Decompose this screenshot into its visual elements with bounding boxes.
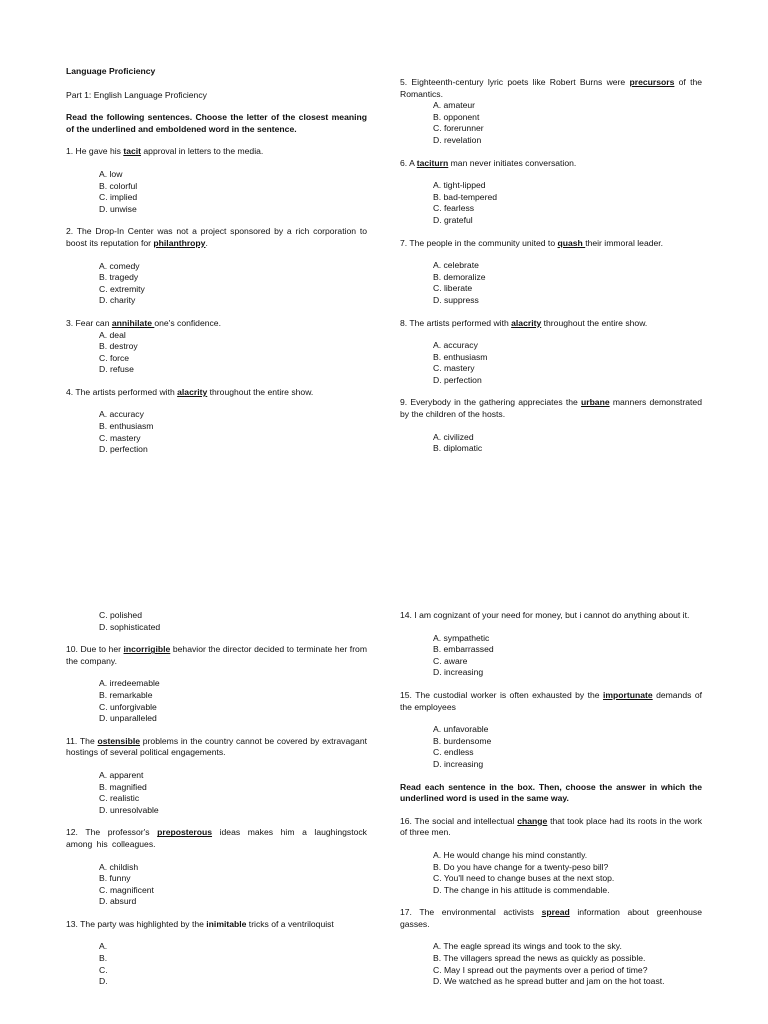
option[interactable]: D. perfection — [99, 444, 148, 455]
question-15: 15. The custodial worker is often exhausted by the importunate demands of the employees A. unfavorable B. burdensome C. endless D. increasing — [400, 689, 702, 769]
question-6: 6. A taciturn man never initiates conversation. A. tight-lipped B. bad-tempered C. fearless D. grateful — [400, 158, 702, 227]
option[interactable]: B. funny — [99, 873, 131, 884]
target-word: annihilate — [111, 317, 155, 328]
option[interactable]: C. realistic — [99, 793, 140, 804]
option[interactable]: D. We watched as he spread butter and jam on the hot toast. — [433, 976, 665, 987]
target-word: ostensible — [97, 735, 141, 746]
option[interactable]: D. The change in his attitude is commendable. — [433, 884, 610, 895]
instructions: Read the following sentences. Choose the letter of the closest meaning of the underlined and emboldened word in the sentence. — [66, 112, 367, 134]
option[interactable]: A. He would change his mind constantly. — [433, 849, 588, 860]
option[interactable]: B. destroy — [99, 341, 138, 352]
option[interactable]: A. — [99, 941, 108, 952]
option[interactable]: B. enthusiasm — [433, 351, 488, 362]
option[interactable]: C. — [99, 964, 108, 975]
option[interactable]: A. accuracy — [99, 409, 144, 420]
option[interactable]: D. grateful — [433, 214, 473, 225]
question-11: 11. The ostensible problems in the country cannot be covered by extravagant hostings of several political engagements. A. apparent B. magnified C. realistic D. unresolvable — [66, 735, 367, 815]
option[interactable]: C. mastery — [433, 363, 475, 374]
option[interactable]: C. liberate — [433, 283, 473, 294]
option[interactable]: A. comedy — [99, 260, 140, 271]
option[interactable]: B. enthusiasm — [99, 421, 154, 432]
option[interactable]: D. unresolvable — [99, 804, 159, 815]
target-word: quash — [557, 237, 586, 248]
question-1: 1. He gave his tacit approval in letters to the media. A. low B. colorful C. implied D. unwise — [66, 146, 367, 215]
question-3: 3. Fear can annihilate one's confidence. A. deal B. destroy C. force D. refuse — [66, 318, 367, 376]
question-10: 10. Due to her incorrigible behavior the director decided to terminate her from the company. A. irredeemable B. remarkable C. unforgivable D. unparalleled — [66, 644, 367, 724]
option[interactable]: D. charity — [99, 295, 136, 306]
option[interactable]: A. irredeemable — [99, 678, 160, 689]
question-7: 7. The people in the community united to quash their immoral leader. A. celebrate B. demoralize C. liberate D. suppress — [400, 238, 702, 307]
option[interactable]: C. extremity — [99, 283, 145, 294]
option[interactable]: B. magnified — [99, 781, 147, 792]
target-word: spread — [541, 907, 570, 918]
option[interactable]: C. force — [99, 352, 130, 363]
target-word: tacit — [123, 146, 141, 157]
option[interactable]: A. celebrate — [433, 260, 479, 271]
option[interactable]: B. remarkable — [99, 689, 153, 700]
option[interactable]: D. increasing — [433, 758, 484, 769]
target-word: taciturn — [416, 157, 449, 168]
option[interactable]: C. magnificent — [99, 884, 154, 895]
target-word: urbane — [580, 397, 610, 408]
option[interactable]: C. polished — [99, 610, 142, 620]
option[interactable]: D. — [99, 976, 108, 987]
question-5: 5. Eighteenth-century lyric poets like Robert Burns were precursors of the Romantics. A. amateur B. opponent C. forerunner D. revelation — [400, 77, 703, 145]
question-17: 17. The environmental activists spread information about greenhouse gasses. A. The eagle spread its wings and took to the sky. B. The villagers spread the news as quickly as possible. C. May I spread out the payments over a period of time? D. We watched as he spread butter and jam on the hot toast. — [400, 907, 702, 987]
target-word: alacrity — [177, 386, 208, 397]
option[interactable]: A. amateur — [433, 100, 476, 111]
target-word: preposterous — [157, 827, 213, 838]
option[interactable]: B. burdensome — [433, 735, 492, 746]
question-8: 8. The artists performed with alacrity throughout the entire show. A. accuracy B. enthusiasm C. mastery D. perfection — [400, 318, 702, 387]
part-heading: Part 1: English Language Proficiency — [66, 89, 207, 100]
option[interactable]: B. colorful — [99, 180, 138, 191]
option[interactable]: C. forerunner — [433, 123, 484, 134]
option[interactable]: A. childish — [99, 861, 139, 872]
option[interactable]: A. civilized — [433, 431, 474, 442]
option[interactable]: D. suppress — [433, 294, 479, 305]
option[interactable]: C. unforgivable — [99, 701, 157, 712]
option[interactable]: B. opponent — [433, 111, 480, 122]
option[interactable]: B. tragedy — [99, 272, 139, 283]
target-word: alacrity — [511, 317, 542, 328]
option[interactable]: B. diplomatic — [433, 443, 483, 454]
question-14: 14. I am cognizant of your need for money, but i cannot do anything about it. A. sympathetic B. embarrassed C. aware D. increasing — [400, 610, 702, 679]
option[interactable]: D. perfection — [433, 374, 482, 385]
option[interactable]: B. bad-tempered — [433, 191, 498, 202]
option[interactable]: A. low — [99, 168, 123, 179]
option[interactable]: D. unparalleled — [99, 713, 157, 724]
option[interactable]: A. unfavorable — [433, 724, 489, 735]
option[interactable]: D. revelation — [433, 134, 482, 145]
option[interactable]: A. The eagle spread its wings and took to the sky. — [433, 941, 622, 952]
question-2: 2. The Drop-In Center was not a project sponsored by a rich corporation to boost its reputation for philanthropy. A. comedy B. tragedy C. extremity D. charity — [66, 226, 367, 306]
option[interactable]: C. mastery — [99, 432, 141, 443]
option[interactable]: C. endless — [433, 747, 474, 758]
option[interactable]: B. — [99, 953, 108, 964]
option[interactable]: C. fearless — [433, 203, 475, 214]
target-word: importunate — [603, 689, 653, 700]
option[interactable]: B. Do you have change for a twenty-peso bill? — [433, 861, 609, 872]
option[interactable]: A. accuracy — [433, 340, 478, 351]
question-9-continued — [66, 610, 367, 633]
target-word: precursors — [629, 77, 675, 87]
option[interactable]: D. increasing — [433, 667, 484, 678]
option[interactable]: A. sympathetic — [433, 632, 490, 643]
question-16: 16. The social and intellectual change that took place had its roots in the work of three men. A. He would change his mind constantly. B. Do you have change for a twenty-peso bill? C. You'll need to change buses at the next stop. D. The change in his attitude is commendable. — [400, 815, 702, 895]
option[interactable]: C. aware — [433, 655, 468, 666]
option[interactable]: A. deal — [99, 329, 126, 340]
target-word: incorrigible — [123, 644, 171, 655]
option[interactable]: B. demoralize — [433, 271, 486, 282]
target-word: philanthropy — [153, 237, 206, 248]
question-12: 12. The professor's preposterous ideas makes him a laughingstock among his colleagues. A. childish B. funny C. magnificent D. absurd — [66, 827, 367, 907]
option[interactable]: B. embarrassed — [433, 644, 494, 655]
option[interactable]: D. absurd — [99, 896, 137, 907]
question-13: 13. The party was highlighted by the inimitable tricks of a ventriloquist A. B. C. D. — [66, 919, 367, 988]
option[interactable]: A. apparent — [99, 769, 144, 780]
option[interactable]: C. May I spread out the payments over a period of time? — [433, 964, 648, 975]
target-word: change — [517, 815, 548, 826]
target-word: inimitable — [206, 918, 247, 929]
instructions-part-2: Read each sentence in the box. Then, choose the answer in which the underlined word is used in the same way. — [400, 781, 702, 804]
option[interactable]: D. unwise — [99, 203, 137, 214]
page-title: Language Proficiency — [66, 66, 156, 76]
option[interactable]: A. tight-lipped — [433, 180, 486, 191]
option[interactable]: C. You'll need to change buses at the next stop. — [433, 873, 615, 884]
option[interactable]: B. The villagers spread the news as quickly as possible. — [433, 953, 646, 964]
question-4: 4. The artists performed with alacrity throughout the entire show. A. accuracy B. enthusiasm C. mastery D. perfection — [66, 387, 367, 456]
question-9: 9. Everybody in the gathering appreciates the urbane manners demonstrated by the children of the hosts. A. civilized B. diplomatic — [400, 397, 702, 454]
option[interactable]: D. sophisticated — [99, 621, 161, 632]
option[interactable]: C. implied — [99, 192, 138, 203]
option[interactable]: D. refuse — [99, 364, 134, 375]
